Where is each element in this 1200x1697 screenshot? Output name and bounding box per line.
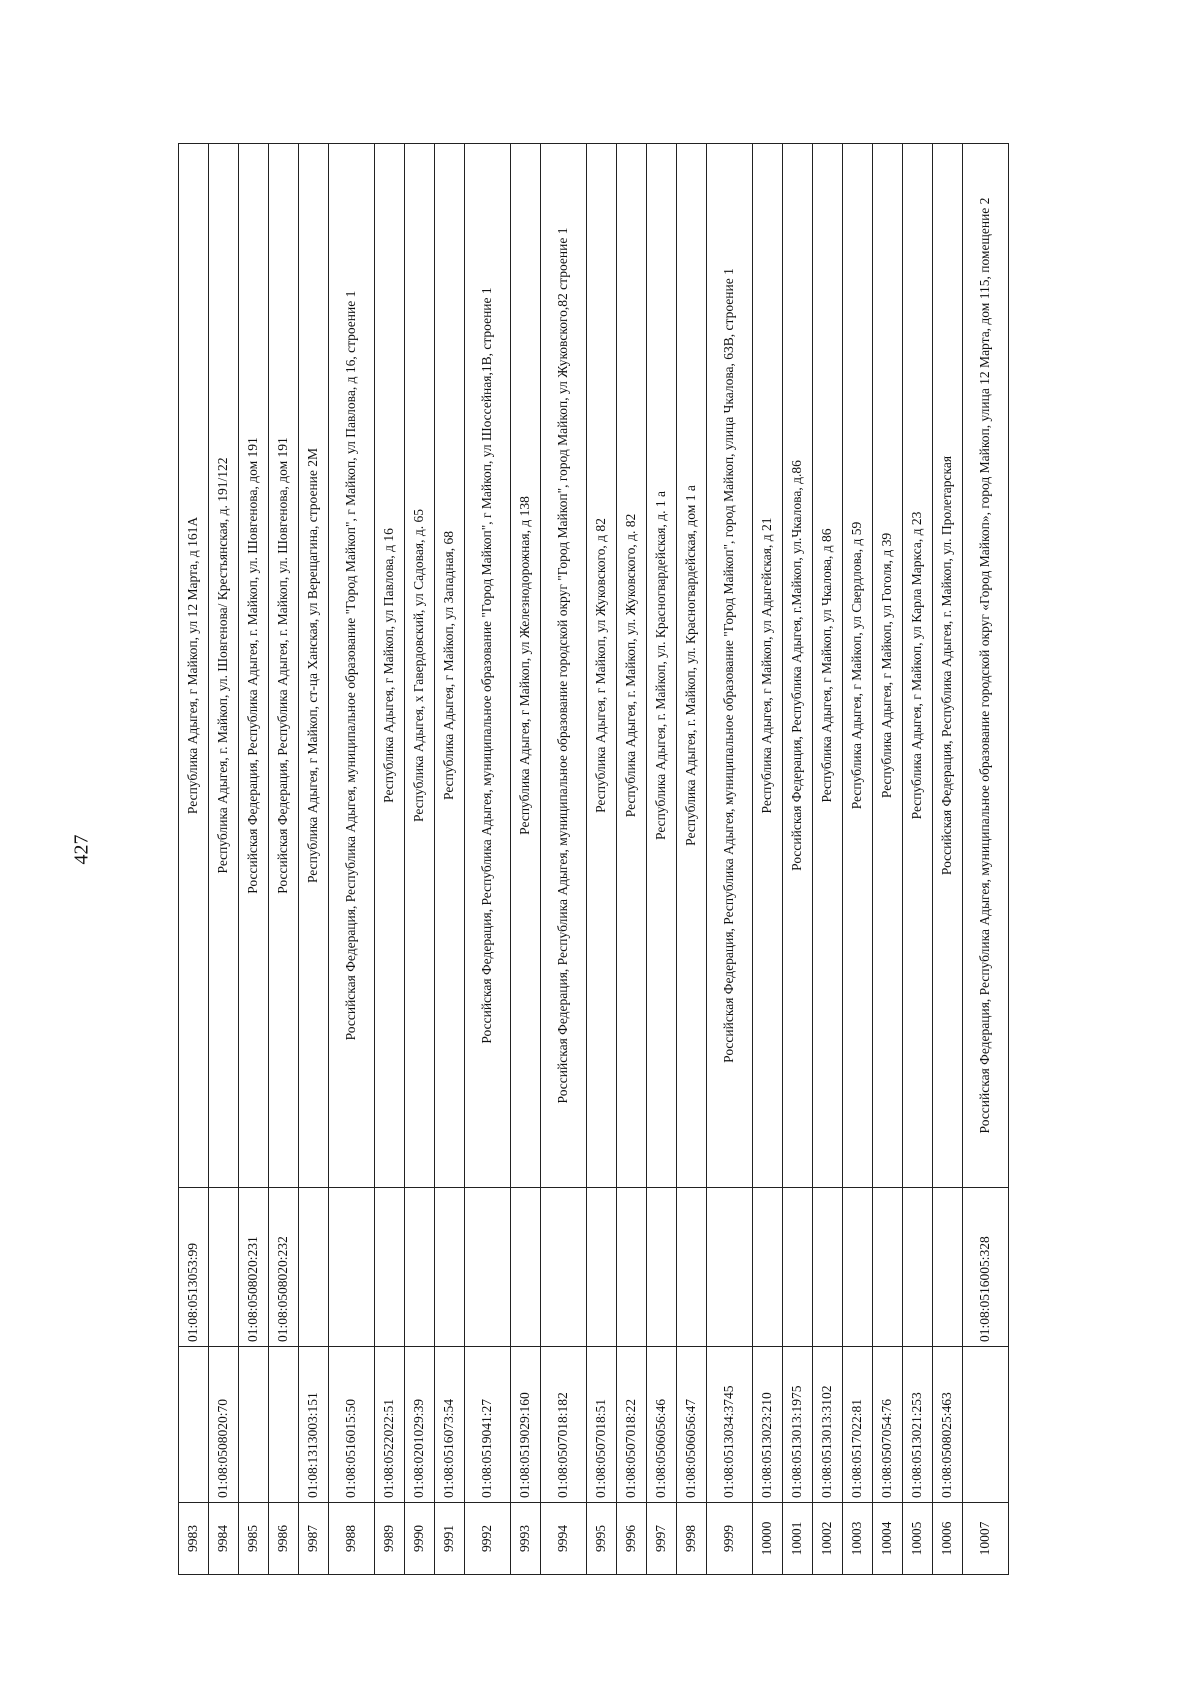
cadastral-number-1: 01:08:0507018:182	[541, 1347, 587, 1503]
address: Российская Федерация, Республика Адыгея, г. Майкоп, ул. Пролетарская	[933, 144, 963, 1188]
cadastral-number-2	[209, 1188, 239, 1347]
row-number: 9988	[329, 1503, 375, 1575]
cadastral-number-2	[647, 1188, 677, 1347]
cadastral-number-1: 01:08:0519029:160	[511, 1347, 541, 1503]
table-row	[405, 144, 435, 1575]
cadastral-number-2	[843, 1188, 873, 1347]
table-row	[541, 144, 587, 1575]
cadastral-number-1: 01:08:1313003:151	[299, 1347, 329, 1503]
cadastral-number-2	[375, 1188, 405, 1347]
table-row	[239, 144, 269, 1575]
table-row	[269, 144, 299, 1575]
address: Российская Федерация, Республика Адыгея, г. Майкоп, ул. Шовгенова, дом 191	[239, 144, 269, 1188]
table-row	[435, 144, 465, 1575]
address: Республика Адыгея, г. Майкоп, ул. Красногвардейская, дом 1 а	[677, 144, 707, 1188]
address: Российская Федерация, Республика Адыгея, муниципальное образование городской округ «Город Майкоп», город Майкоп, улица 12 Марта, дом 115, помещение 2	[963, 144, 1009, 1188]
address: Республика Адыгея, г Майкоп, ул Железнодорожная, д 138	[511, 144, 541, 1188]
table-row	[963, 144, 1009, 1575]
cadastral-number-2	[873, 1188, 903, 1347]
table-row	[843, 144, 873, 1575]
row-number: 9989	[375, 1503, 405, 1575]
address: Республика Адыгея, г Майкоп, ул Западная, 68	[435, 144, 465, 1188]
cadastral-number-2	[465, 1188, 511, 1347]
page-number: 427	[70, 834, 93, 865]
row-number: 10003	[843, 1503, 873, 1575]
address: Республика Адыгея, г Майкоп, ул Павлова, д 16	[375, 144, 405, 1188]
cadastral-number-2	[511, 1188, 541, 1347]
table-row	[511, 144, 541, 1575]
cadastral-number-2	[707, 1188, 753, 1347]
address: Российская Федерация, Республика Адыгея, г.Майкоп, ул.Чкалова, д.86	[783, 144, 813, 1188]
row-number: 9987	[299, 1503, 329, 1575]
cadastral-number-1: 01:08:0507018:51	[587, 1347, 617, 1503]
table-row	[933, 144, 963, 1575]
address: Республика Адыгея, г Майкоп, ул Свердлова, д 59	[843, 144, 873, 1188]
table-row	[465, 144, 511, 1575]
cadastral-number-1	[963, 1347, 1009, 1503]
cadastral-number-2	[329, 1188, 375, 1347]
row-number: 9984	[209, 1503, 239, 1575]
table-row	[647, 144, 677, 1575]
cadastral-number-2	[783, 1188, 813, 1347]
address: Республика Адыгея, г. Майкоп, ул. Жуковского, д. 82	[617, 144, 647, 1188]
row-number: 10000	[753, 1503, 783, 1575]
table-row	[873, 144, 903, 1575]
row-number: 9994	[541, 1503, 587, 1575]
cadastral-number-1: 01:08:0516073:54	[435, 1347, 465, 1503]
table-row	[299, 144, 329, 1575]
row-number: 9996	[617, 1503, 647, 1575]
address: Российская Федерация, Республика Адыгея, муниципальное образование городской округ "Город Майкоп", город Майкоп, ул Жуковского,82 строение 1	[541, 144, 587, 1188]
cadastral-number-1: 01:08:0201029:39	[405, 1347, 435, 1503]
table-row	[783, 144, 813, 1575]
row-number: 9999	[707, 1503, 753, 1575]
cadastral-number-1: 01:08:0513021:253	[903, 1347, 933, 1503]
cadastral-number-1: 01:08:0508025:463	[933, 1347, 963, 1503]
cadastral-table	[178, 143, 1009, 1575]
address: Российская Федерация, Республика Адыгея, муниципальное образование "Город Майкоп", г Майкоп, ул Павлова, д 16, строение 1	[329, 144, 375, 1188]
row-number: 10005	[903, 1503, 933, 1575]
table-row	[903, 144, 933, 1575]
cadastral-number-1: 01:08:0522022:51	[375, 1347, 405, 1503]
cadastral-number-2	[903, 1188, 933, 1347]
cadastral-number-2	[677, 1188, 707, 1347]
row-number: 9992	[465, 1503, 511, 1575]
address: Республика Адыгея, г. Майкоп, ул. Шовгенова/ Крестьянская, д. 191/122	[209, 144, 239, 1188]
cadastral-number-2: 01:08:0508020:232	[269, 1188, 299, 1347]
table-row	[813, 144, 843, 1575]
table-row	[617, 144, 647, 1575]
row-number: 9993	[511, 1503, 541, 1575]
table-row	[707, 144, 753, 1575]
row-number: 9997	[647, 1503, 677, 1575]
address: Республика Адыгея, г Майкоп, ул Адыгейская, д 21	[753, 144, 783, 1188]
cadastral-number-2: 01:08:0513053:99	[179, 1188, 209, 1347]
cadastral-number-2	[299, 1188, 329, 1347]
cadastral-number-1	[269, 1347, 299, 1503]
row-number: 10004	[873, 1503, 903, 1575]
table-row	[209, 144, 239, 1575]
cadastral-number-1: 01:08:0516015:50	[329, 1347, 375, 1503]
cadastral-number-2	[541, 1188, 587, 1347]
cadastral-number-1: 01:08:0507054:76	[873, 1347, 903, 1503]
row-number: 9990	[405, 1503, 435, 1575]
table-row	[587, 144, 617, 1575]
row-number: 9983	[179, 1503, 209, 1575]
cadastral-number-1: 01:08:0506056:47	[677, 1347, 707, 1503]
cadastral-number-1: 01:08:0519041:27	[465, 1347, 511, 1503]
table-row	[329, 144, 375, 1575]
table-row	[753, 144, 783, 1575]
row-number: 9985	[239, 1503, 269, 1575]
row-number: 9986	[269, 1503, 299, 1575]
row-number: 10001	[783, 1503, 813, 1575]
address: Российская Федерация, Республика Адыгея, муниципальное образование "Город Майкоп", г Майкоп, ул Шоссейная,1В, строение 1	[465, 144, 511, 1188]
cadastral-number-1: 01:08:0506056:46	[647, 1347, 677, 1503]
cadastral-number-1	[179, 1347, 209, 1503]
row-number: 9991	[435, 1503, 465, 1575]
address: Республика Адыгея, г Майкоп, ул Жуковского, д 82	[587, 144, 617, 1188]
row-number: 9998	[677, 1503, 707, 1575]
cadastral-number-1: 01:08:0513013:3102	[813, 1347, 843, 1503]
address: Республика Адыгея, г Майкоп, ул 12 Марта, д 161А	[179, 144, 209, 1188]
address: Республика Адыгея, г Майкоп, ул Гоголя, д 39	[873, 144, 903, 1188]
cadastral-number-2	[753, 1188, 783, 1347]
cadastral-number-1: 01:08:0517022:81	[843, 1347, 873, 1503]
cadastral-number-2	[813, 1188, 843, 1347]
address: Республика Адыгея, г Майкоп, ст-ца Ханская, ул Верещагина, строение 2М	[299, 144, 329, 1188]
cadastral-number-1	[239, 1347, 269, 1503]
cadastral-number-2: 01:08:0516005:328	[963, 1188, 1009, 1347]
cadastral-number-1: 01:08:0507018:22	[617, 1347, 647, 1503]
row-number: 10007	[963, 1503, 1009, 1575]
cadastral-number-2	[933, 1188, 963, 1347]
cadastral-number-2	[405, 1188, 435, 1347]
cadastral-number-1: 01:08:0513034:3745	[707, 1347, 753, 1503]
cadastral-number-2: 01:08:0508020:231	[239, 1188, 269, 1347]
cadastral-number-2	[435, 1188, 465, 1347]
cadastral-number-1: 01:08:0513023:210	[753, 1347, 783, 1503]
cadastral-number-2	[587, 1188, 617, 1347]
row-number: 10002	[813, 1503, 843, 1575]
address: Республика Адыгея, г Майкоп, ул Чкалова, д 86	[813, 144, 843, 1188]
address: Республика Адыгея, г. Майкоп, ул. Красногвардейская, д. 1 а	[647, 144, 677, 1188]
address: Российская Федерация, Республика Адыгея, г. Майкоп, ул. Шовгенова, дом 191	[269, 144, 299, 1188]
table-row	[375, 144, 405, 1575]
address: Республика Адыгея, г Майкоп, ул Карла Маркса, д 23	[903, 144, 933, 1188]
cadastral-number-1: 01:08:0513013:1975	[783, 1347, 813, 1503]
cadastral-number-2	[617, 1188, 647, 1347]
row-number: 10006	[933, 1503, 963, 1575]
address: Республика Адыгея, х Гавердовский, ул Садовая, д. 65	[405, 144, 435, 1188]
table-row	[677, 144, 707, 1575]
address: Российская Федерация, Республика Адыгея, муниципальное образование "Город Майкоп", город Майкоп, улица Чкалова, 63В, строение 1	[707, 144, 753, 1188]
cadastral-number-1: 01:08:0508020:70	[209, 1347, 239, 1503]
table-row	[179, 144, 209, 1575]
row-number: 9995	[587, 1503, 617, 1575]
